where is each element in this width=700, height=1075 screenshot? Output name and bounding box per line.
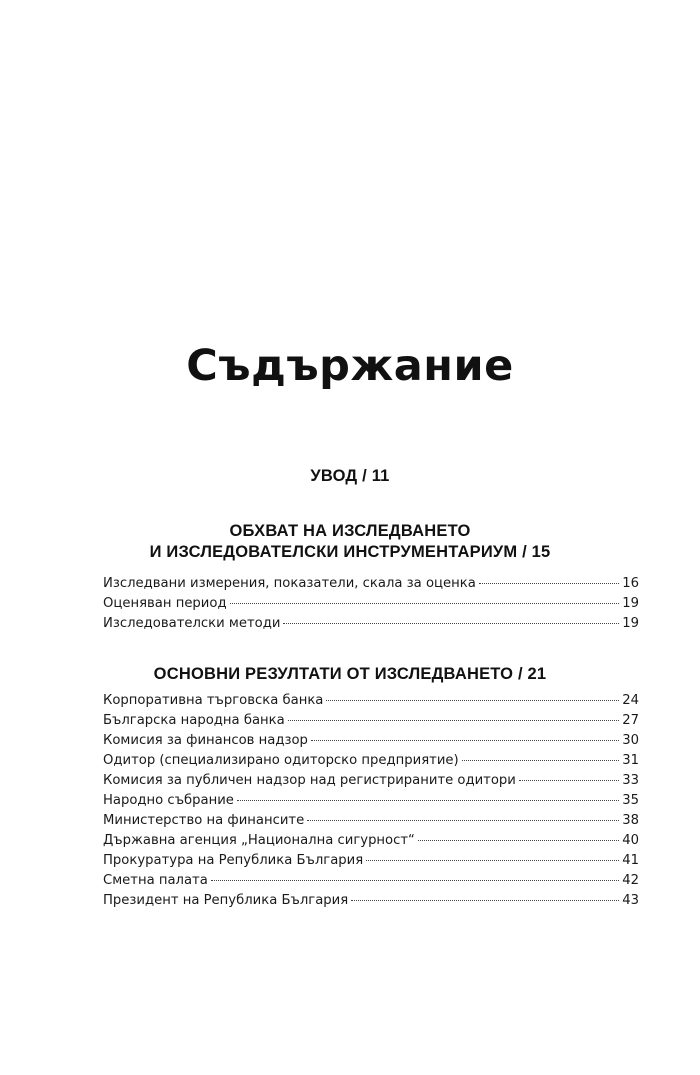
toc-entry[interactable] [103, 574, 639, 594]
toc-entry-title: Комисия за финансов надзор [103, 733, 308, 748]
dot-leader [351, 900, 619, 901]
toc-entry-title: Държавна агенция „Национална сигурност“ [103, 833, 415, 848]
toc-entry-page: 27 [622, 713, 639, 728]
toc-entry[interactable] [103, 891, 639, 911]
results-entries-list [103, 691, 639, 911]
toc-entry[interactable] [103, 614, 639, 634]
toc-entry[interactable] [103, 594, 639, 614]
toc-entry-title: Народно събрание [103, 793, 234, 808]
dot-leader [211, 880, 619, 881]
scope-heading[interactable] [0, 521, 700, 563]
dot-leader [479, 583, 619, 584]
results-heading[interactable]: ОСНОВНИ РЕЗУЛТАТИ ОТ ИЗСЛЕДВАНЕТО / 21 [153, 665, 547, 683]
toc-entry-title: Българска народна банка [103, 713, 285, 728]
dot-leader [418, 840, 619, 841]
toc-entry[interactable] [103, 831, 639, 851]
toc-entry-title: Изследователски методи [103, 616, 281, 631]
toc-entry-page: 41 [622, 853, 639, 868]
dot-leader [366, 860, 619, 861]
dot-leader [311, 740, 619, 741]
toc-entry-page: 24 [622, 693, 639, 708]
dot-leader [307, 820, 619, 821]
scope-entries-list [103, 574, 639, 634]
toc-entry[interactable] [103, 711, 639, 731]
toc-entry-page: 31 [622, 753, 639, 768]
toc-entry[interactable] [103, 851, 639, 871]
toc-entry-title: Одитор (специализирано одиторско предприятие) [103, 753, 459, 768]
toc-entry-page: 42 [622, 873, 639, 888]
toc-entry[interactable] [103, 871, 639, 891]
toc-entry[interactable] [103, 771, 639, 791]
toc-entry-title: Президент на Република България [103, 893, 349, 908]
dot-leader [283, 623, 619, 624]
dot-leader [519, 780, 619, 781]
toc-entry-page: 19 [622, 596, 639, 611]
toc-entry[interactable] [103, 691, 639, 711]
toc-entry-title: Министерство на финансите [103, 813, 305, 828]
intro-heading[interactable]: УВОД / 11 [310, 467, 390, 485]
toc-entry-page: 40 [622, 833, 639, 848]
toc-entry-title: Прокуратура на Република България [103, 853, 364, 868]
toc-entry-title: Сметна палата [103, 873, 208, 888]
dot-leader [230, 603, 620, 604]
toc-entry[interactable] [103, 811, 639, 831]
scope-heading-line-1: ОБХВАТ НА ИЗСЛЕДВАНЕТО [229, 522, 471, 540]
dot-leader [326, 700, 619, 701]
toc-entry-title: Оценяван период [103, 596, 227, 611]
toc-entry-page: 35 [622, 793, 639, 808]
page-title: Съдържание [186, 341, 514, 391]
dot-leader [237, 800, 619, 801]
toc-entry-title: Комисия за публичен надзор над регистрираните одитори [103, 773, 516, 788]
toc-entry-page: 30 [622, 733, 639, 748]
toc-entry[interactable] [103, 751, 639, 771]
toc-entry-title: Изследвани измерения, показатели, скала за оценка [103, 576, 476, 591]
toc-entry[interactable] [103, 731, 639, 751]
toc-entry-page: 19 [622, 616, 639, 631]
toc-entry-page: 38 [622, 813, 639, 828]
toc-entry-page: 33 [622, 773, 639, 788]
scope-heading-line-2: И ИЗСЛЕДОВАТЕЛСКИ ИНСТРУМЕНТАРИУМ / 15 [149, 543, 551, 561]
dot-leader [288, 720, 620, 721]
dot-leader [462, 760, 620, 761]
toc-entry-title: Корпоративна търговска банка [103, 693, 324, 708]
toc-entry-page: 43 [622, 893, 639, 908]
toc-entry-page: 16 [622, 576, 639, 591]
toc-entry[interactable] [103, 791, 639, 811]
